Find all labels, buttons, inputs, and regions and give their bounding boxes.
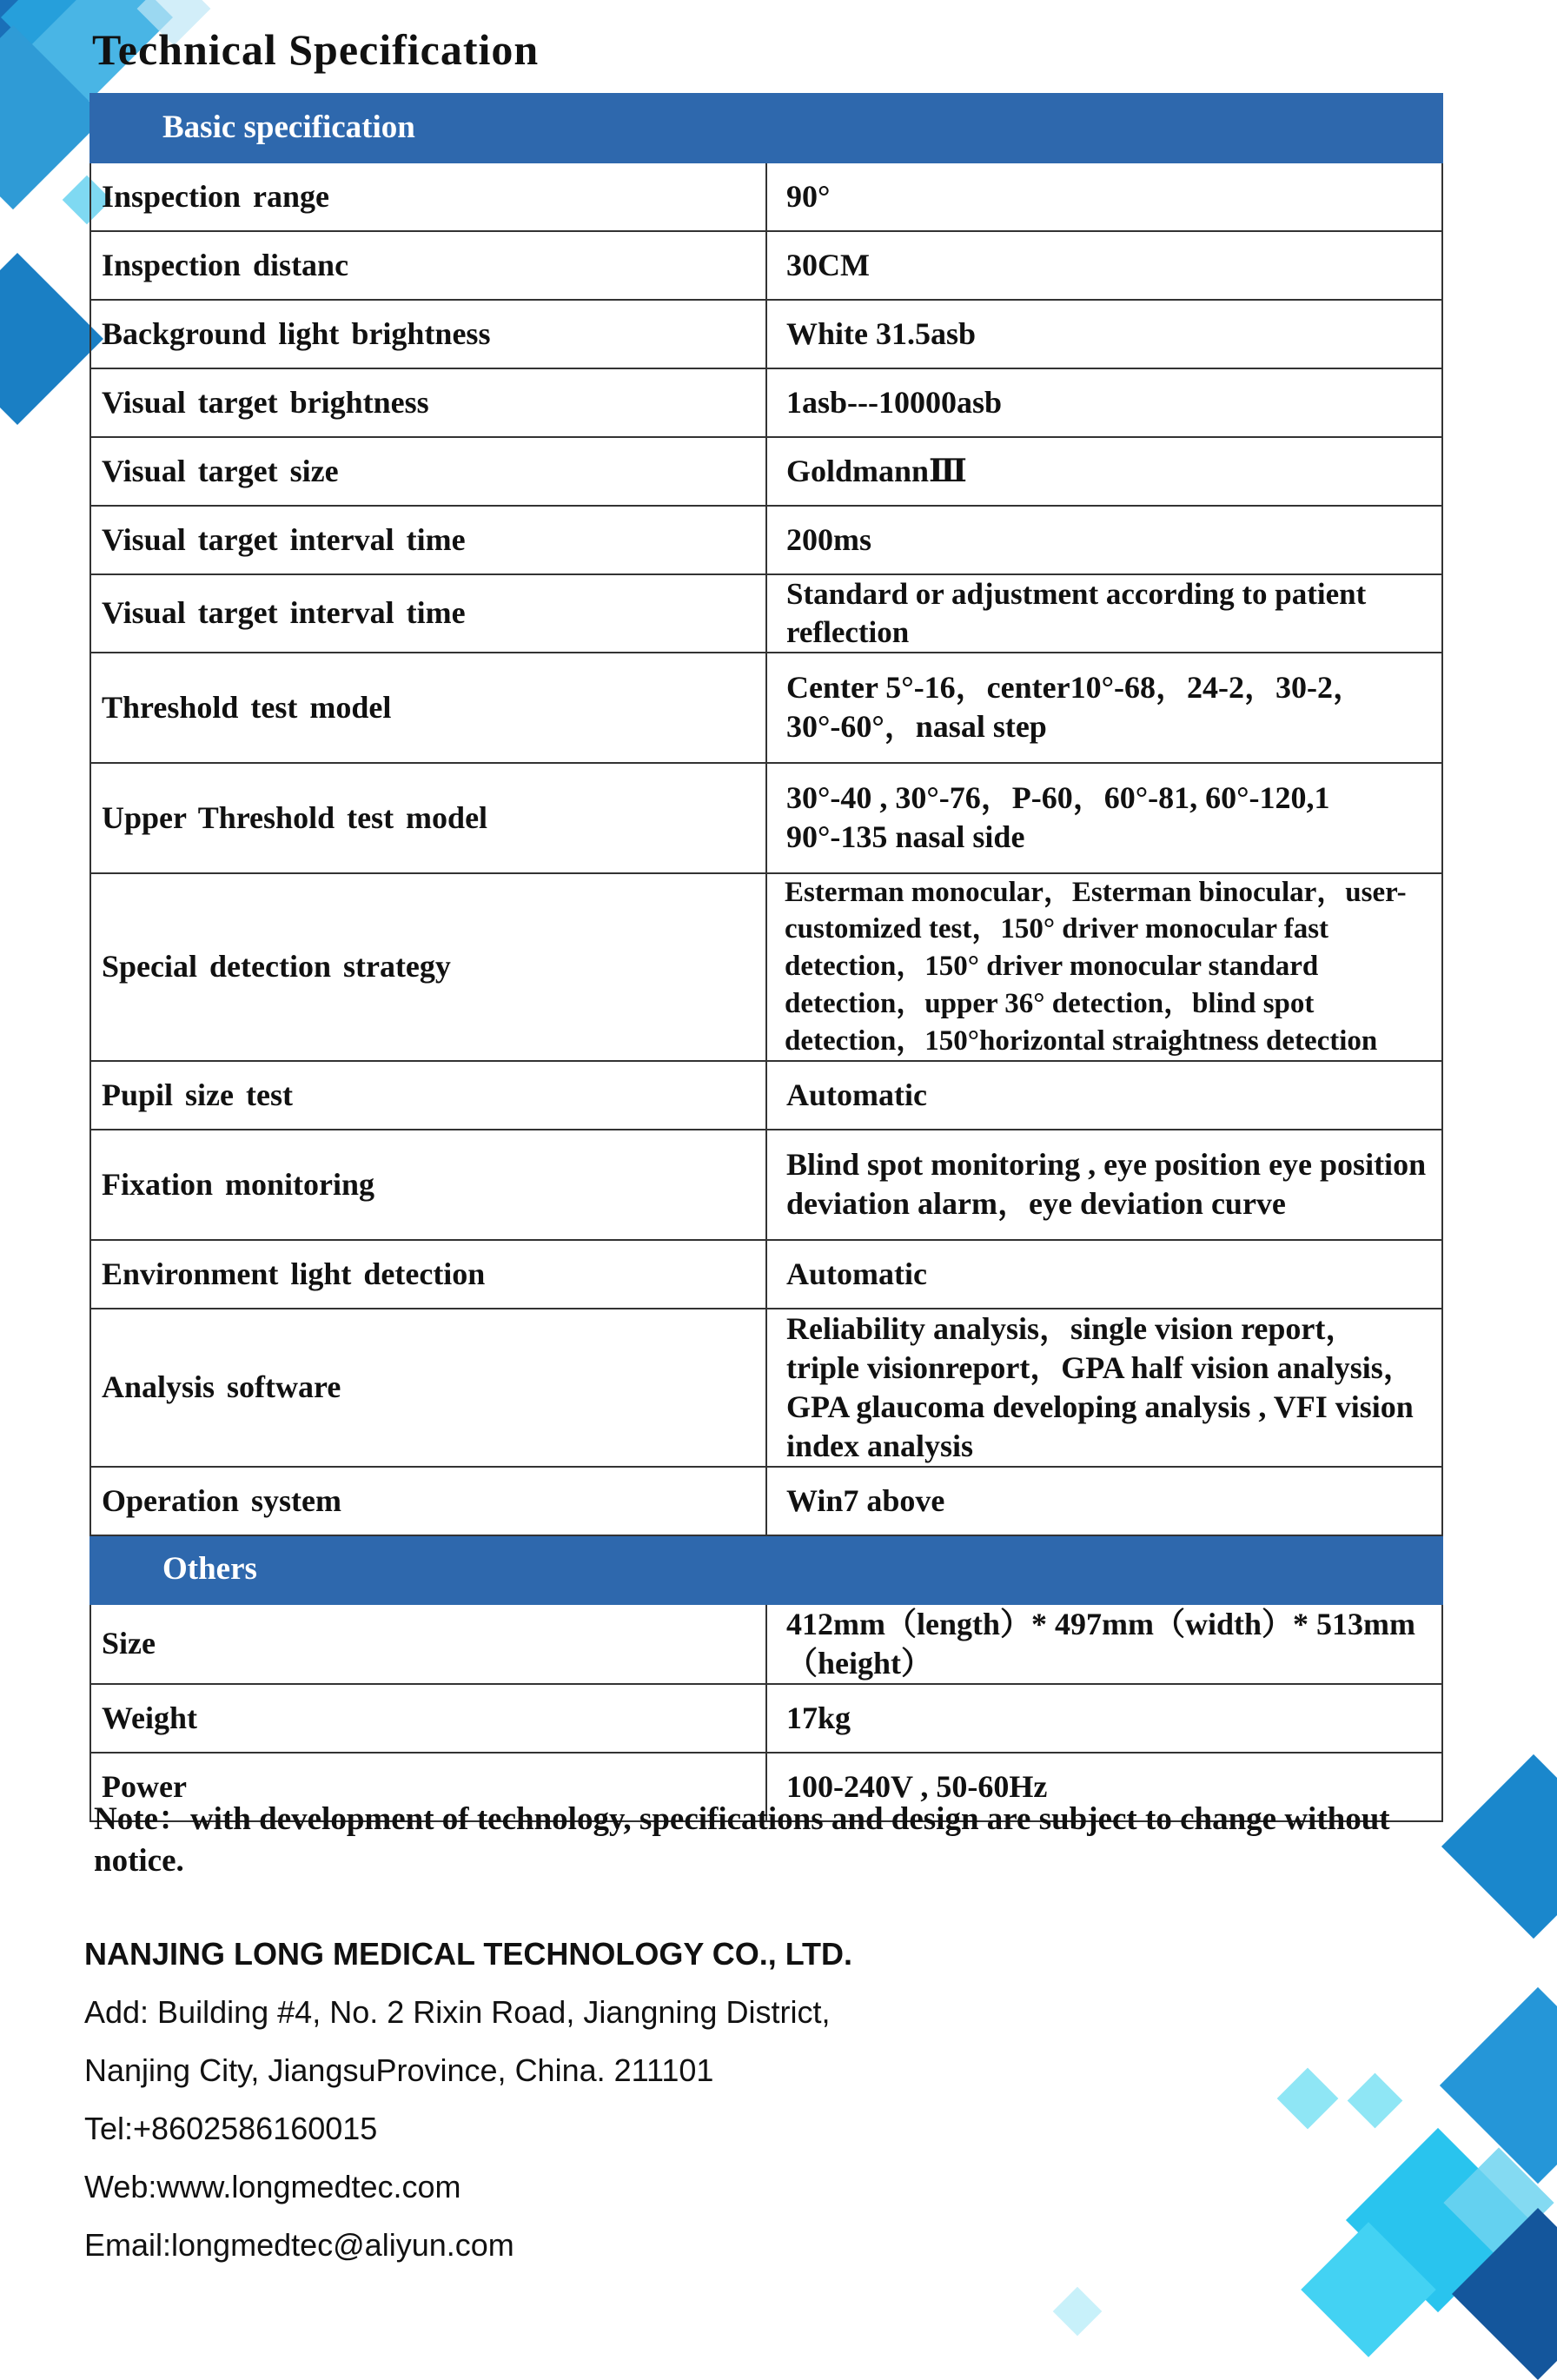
- row-value: 17kg: [766, 1684, 1442, 1753]
- row-label: Power: [90, 1753, 766, 1821]
- section-header-others: [90, 1535, 1442, 1604]
- table-row: [90, 231, 1442, 300]
- table-row: [90, 653, 1442, 763]
- website-link[interactable]: Web:www.longmedtec.com: [84, 2169, 461, 2204]
- table-row: [90, 506, 1442, 574]
- email-link[interactable]: Email:longmedtec@aliyun.com: [84, 2227, 514, 2263]
- note-text: Note：with development of technology, specifications and design are subject to change without notice.: [94, 1801, 1390, 1879]
- row-label: Weight: [90, 1684, 766, 1753]
- row-label: Visual target interval time: [90, 574, 766, 653]
- row-value: Blind spot monitoring , eye position eye position deviation alarm，eye deviation curve: [766, 1130, 1442, 1240]
- row-value: GoldmannⅢ: [766, 437, 1442, 506]
- row-label: Threshold test model: [90, 653, 766, 763]
- row-value: Center 5°-16，center10°-68，24-2，30-2，30°-60°，nasal step: [766, 653, 1442, 763]
- spec-table: [89, 93, 1443, 1822]
- page-title: Technical Specification: [92, 25, 540, 74]
- table-row: [90, 1604, 1442, 1684]
- row-label: Background light brightness: [90, 300, 766, 368]
- row-value: 30°-40 , 30°-76，P-60，60°-81, 60°-120,1 90°-135 nasal side: [766, 763, 1442, 873]
- row-label: Visual target interval time: [90, 506, 766, 574]
- row-value: Esterman monocular，Esterman binocular，user-customized test，150° driver monocular fast detection，150° driver monocular standard detection，upper 36° detection，blind spot detection，150°horizontal straightness detection: [766, 873, 1442, 1061]
- row-value: 100-240V , 50-60Hz: [766, 1753, 1442, 1821]
- table-row: [90, 1684, 1442, 1753]
- row-value: 412mm（length）* 497mm（width）* 513mm（height）: [766, 1604, 1442, 1684]
- table-row: [90, 1309, 1442, 1467]
- row-value: 1asb---10000asb: [766, 368, 1442, 437]
- row-label: Analysis software: [90, 1309, 766, 1467]
- row-value: 90°: [766, 162, 1442, 231]
- row-value: White 31.5asb: [766, 300, 1442, 368]
- table-row: [90, 1467, 1442, 1535]
- row-value: Standard or adjustment according to patient reflection: [766, 574, 1442, 653]
- row-label: Size: [90, 1604, 766, 1684]
- row-label: Visual target size: [90, 437, 766, 506]
- table-row: [90, 873, 1442, 1061]
- telephone: Tel:+8602586160015: [84, 2111, 378, 2146]
- row-value: Reliability analysis，single vision report，triple visionreport，GPA half vision analysis，GPA glaucoma developing analysis , VFI vision index analysis: [766, 1309, 1442, 1467]
- row-value: Automatic: [766, 1240, 1442, 1309]
- table-row: [90, 1061, 1442, 1130]
- table-row: [90, 300, 1442, 368]
- table-row: [90, 1130, 1442, 1240]
- row-label: Operation system: [90, 1467, 766, 1535]
- row-value: Automatic: [766, 1061, 1442, 1130]
- address-line-2: Nanjing City, JiangsuProvince, China. 211101: [84, 2052, 714, 2088]
- table-row: [90, 1240, 1442, 1309]
- row-label: Special detection strategy: [90, 873, 766, 1061]
- row-label: Inspection distanc: [90, 231, 766, 300]
- table-row: [90, 368, 1442, 437]
- row-label: Upper Threshold test model: [90, 763, 766, 873]
- table-row: [90, 574, 1442, 653]
- table-row: [90, 162, 1442, 231]
- row-label: Visual target brightness: [90, 368, 766, 437]
- section-heading: Others: [90, 1535, 1442, 1604]
- row-value: Win7 above: [766, 1467, 1442, 1535]
- section-heading: Basic specification: [90, 94, 1442, 162]
- table-row: [90, 437, 1442, 506]
- section-header-basic: [90, 94, 1442, 162]
- row-value: 30CM: [766, 231, 1442, 300]
- company-name: NANJING LONG MEDICAL TECHNOLOGY CO., LTD.: [84, 1936, 853, 1972]
- row-label: Fixation monitoring: [90, 1130, 766, 1240]
- row-label: Inspection range: [90, 162, 766, 231]
- row-label: Pupil size test: [90, 1061, 766, 1130]
- company-contact-block: [84, 1933, 852, 2282]
- row-label: Environment light detection: [90, 1240, 766, 1309]
- address-line-1: Add: Building #4, No. 2 Rixin Road, Jiangning District,: [84, 1994, 831, 2030]
- row-value: 200ms: [766, 506, 1442, 574]
- table-row: [90, 763, 1442, 873]
